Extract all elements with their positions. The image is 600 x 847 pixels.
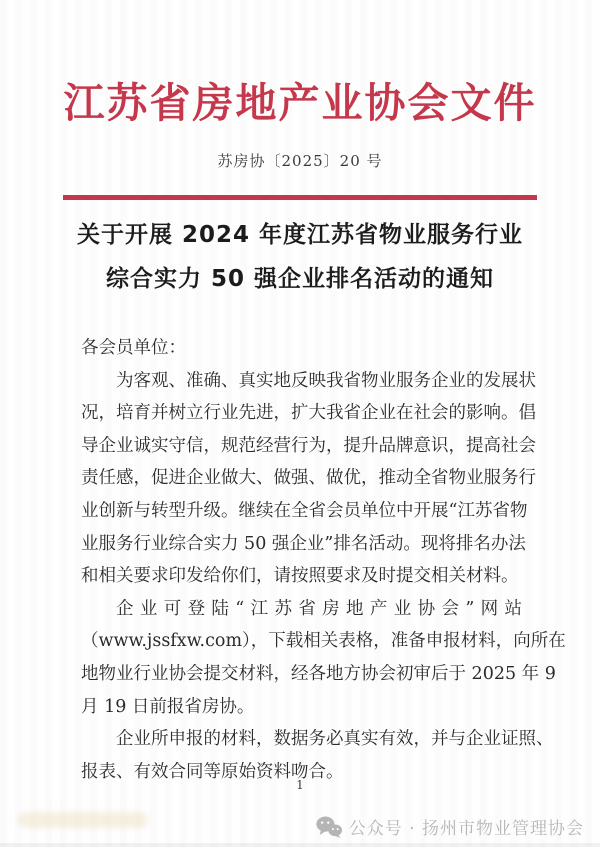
scan-smudge — [18, 812, 148, 828]
doc-title-line-1: 关于开展 2024 年度江苏省物业服务行业 — [76, 222, 524, 248]
doc-body — [81, 332, 566, 788]
doc-title-line-2: 综合实力 50 强企业排名活动的通知 — [105, 266, 495, 292]
paragraph-2-line: 企业可登陆“江苏省房地产业协会”网站 — [116, 598, 522, 619]
red-divider-rule — [63, 195, 537, 200]
scan-bottom-edge — [0, 843, 600, 847]
paragraph-1-line: 导企业诚实守信，规范经营行为，提升品牌意识，提高社会 — [81, 435, 536, 456]
wechat-watermark — [316, 814, 584, 839]
paragraph-1-line: 业服务行业综合实力 50 强企业”排名活动。现将排名办法 — [81, 533, 526, 554]
paragraph-3-line: 企业所申报的材料，数据务必真实有效，并与企业证照、 — [116, 729, 554, 750]
paragraph-2-line: 月 19 日前报省房协。 — [81, 696, 255, 717]
org-header-title: 江苏省房地产业协会文件 — [63, 79, 537, 127]
doc-title — [0, 213, 600, 301]
paragraph-2-line: 地物业行业协会提交材料，经各地方协会初审后于 2025 年 9 — [81, 663, 556, 684]
salutation: 各会员单位： — [81, 338, 186, 358]
paragraph-3-line: 报表、有效合同等原始资料吻合。 — [81, 761, 344, 782]
wechat-watermark-label: 公众号 · 扬州市物业管理协会 — [348, 819, 584, 839]
doc-number: 苏房协〔2025〕20 号 — [217, 152, 383, 170]
paragraph-1-line: 况，培育并树立行业先进，扩大我省企业在社会的影响。倡 — [81, 403, 536, 424]
paragraph-1-line: 业创新与转型升级。继续在全省会员单位中开展“江苏省物 — [81, 500, 528, 521]
paragraph-1-line: 责任感，促进企业做大、做强、做优，推动全省物业服务行 — [81, 468, 536, 489]
paragraph-2-line: （www.jssfxw.com），下载相关表格，准备申报材料，向所在 — [81, 631, 566, 652]
page-number: 1 — [296, 778, 304, 792]
wechat-icon — [316, 816, 342, 838]
paragraph-1-line: 和相关要求印发给你们，请按照要求及时提交相关材料。 — [81, 566, 519, 587]
paragraph-1-line: 为客观、准确、真实地反映我省物业服务企业的发展状 — [116, 370, 536, 391]
